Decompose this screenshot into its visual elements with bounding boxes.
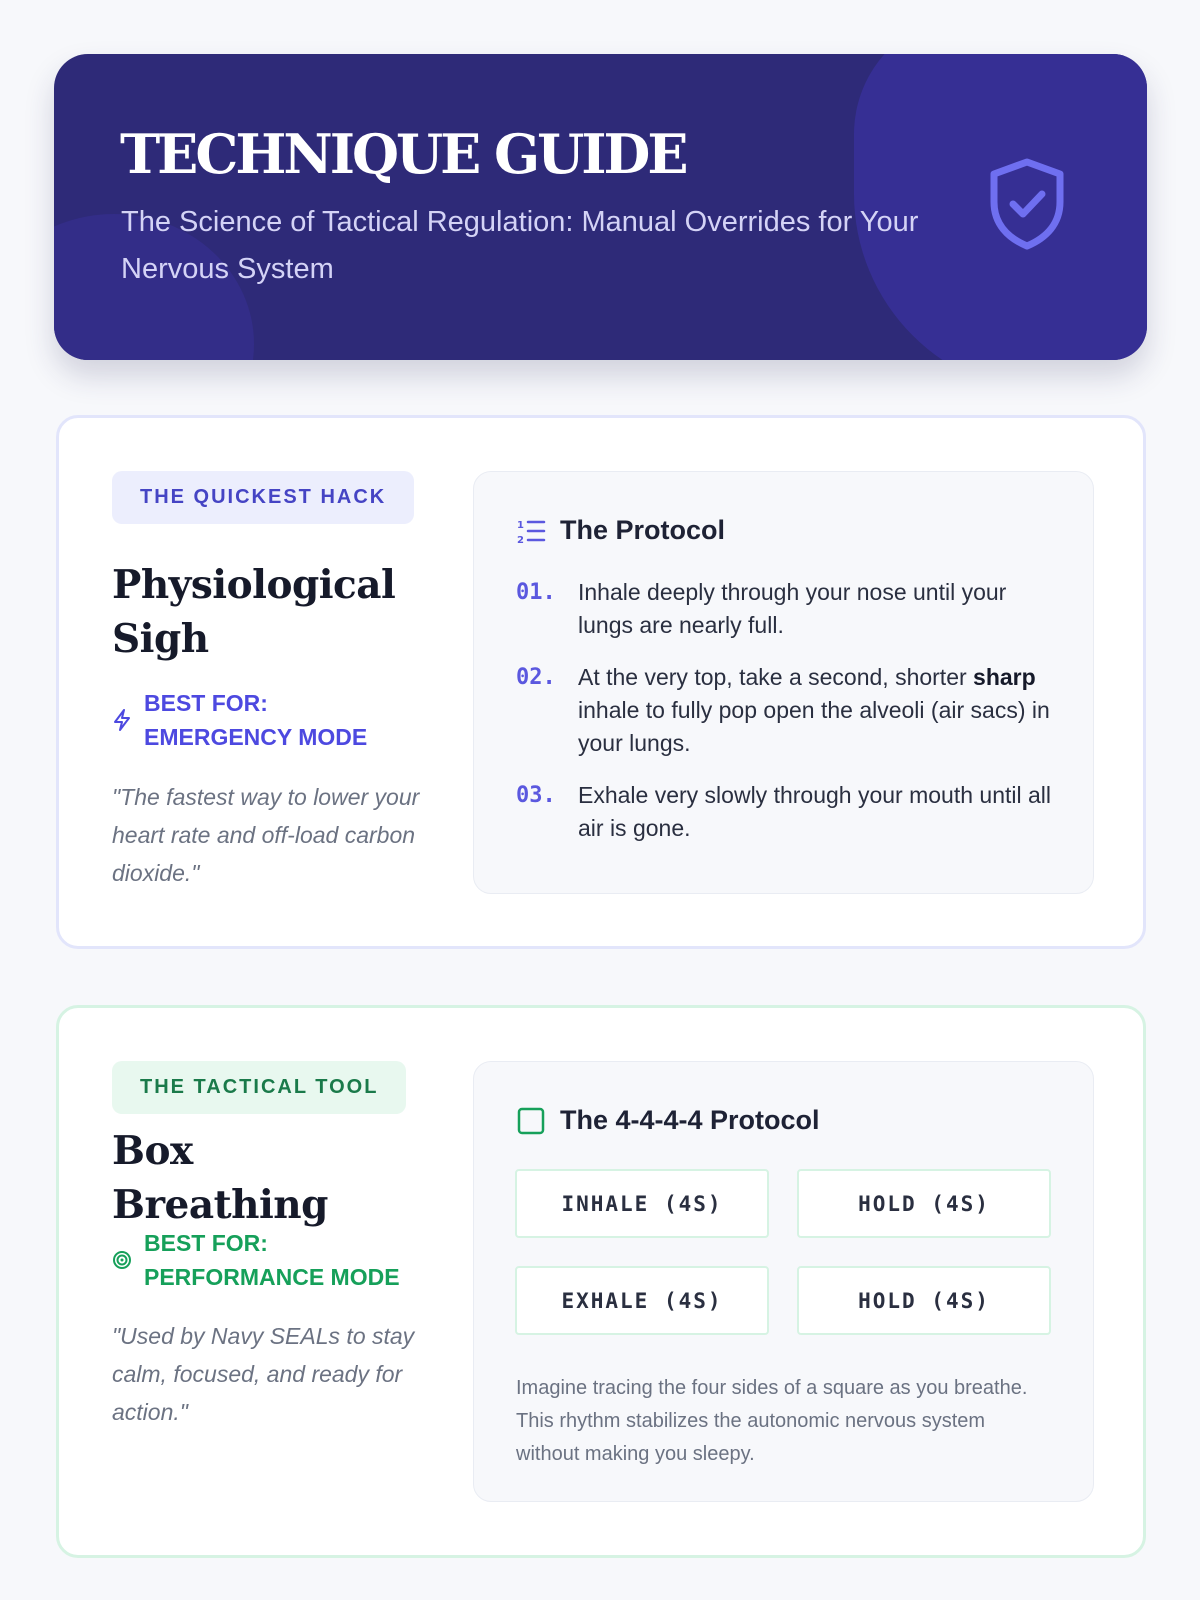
protocol-panel (473, 1061, 1094, 1502)
step-number: 01. (516, 580, 556, 605)
panel-title: The 4-4-4-4 Protocol (560, 1105, 820, 1135)
panel-title: The Protocol (560, 515, 726, 545)
technique-card-box-breathing (56, 1005, 1146, 1558)
step-text: Exhale very slowly through your mouth until all air is gone. (578, 782, 1052, 841)
page-title: TECHNIQUE GUIDE (120, 122, 686, 186)
step-text-part: At the very top, take a second, shorter (578, 664, 974, 690)
square-icon (516, 1106, 546, 1136)
step-text: Inhale deeply through your nose until your lungs are nearly full. (578, 579, 1007, 638)
step-text-emphasis: sharp (973, 664, 1036, 690)
box-step-exhale: EXHALE (4S) (515, 1266, 769, 1335)
page-subtitle: The Science of Tactical Regulation: Manual Overrides for Your Nervous System (121, 206, 919, 285)
panel-heading (516, 1105, 820, 1136)
list-item (516, 779, 1056, 845)
svg-text:2: 2 (517, 534, 524, 545)
list-item (516, 661, 1056, 760)
box-breathing-note: Imagine tracing the four sides of a square as you breathe. This rhythm stabilizes the autonomic nervous system without making you sleepy. (516, 1377, 1028, 1465)
best-for (112, 1226, 432, 1294)
panel-heading (516, 515, 725, 546)
lightning-icon (112, 708, 132, 732)
protocol-steps (516, 576, 1056, 864)
box-step-hold: HOLD (4S) (797, 1266, 1051, 1335)
best-for-label: BEST FOR: (144, 690, 268, 716)
list-item (516, 576, 1056, 642)
box-step-inhale: INHALE (4S) (515, 1169, 769, 1238)
technique-title: Box Breathing (112, 1128, 328, 1228)
svg-text:1: 1 (517, 519, 524, 531)
protocol-panel (473, 471, 1094, 894)
technique-quote: "The fastest way to lower your heart rate and off-load carbon dioxide." (112, 784, 420, 886)
shield-check-icon (986, 156, 1068, 252)
step-text (578, 661, 1056, 760)
best-for-label: BEST FOR: (144, 1230, 268, 1256)
box-breathing-grid (515, 1169, 1051, 1335)
technique-badge: THE TACTICAL TOOL (112, 1061, 406, 1114)
technique-quote: "Used by Navy SEALs to stay calm, focused, and ready for action." (112, 1323, 415, 1425)
technique-card-physiological-sigh (56, 415, 1146, 949)
best-for (112, 686, 432, 754)
target-icon (112, 1250, 132, 1270)
technique-badge: THE QUICKEST HACK (112, 471, 414, 524)
box-step-hold: HOLD (4S) (797, 1169, 1051, 1238)
step-text-part: inhale to fully pop open the alveoli (air sacs) in your lungs. (578, 697, 1050, 756)
best-for-mode: EMERGENCY MODE (144, 724, 368, 750)
header-banner (54, 54, 1147, 360)
step-number: 02. (516, 665, 556, 690)
numbered-list-icon (516, 517, 546, 545)
step-number: 03. (516, 783, 556, 808)
technique-title: Physiological Sigh (112, 562, 396, 662)
best-for-mode: PERFORMANCE MODE (144, 1264, 400, 1290)
